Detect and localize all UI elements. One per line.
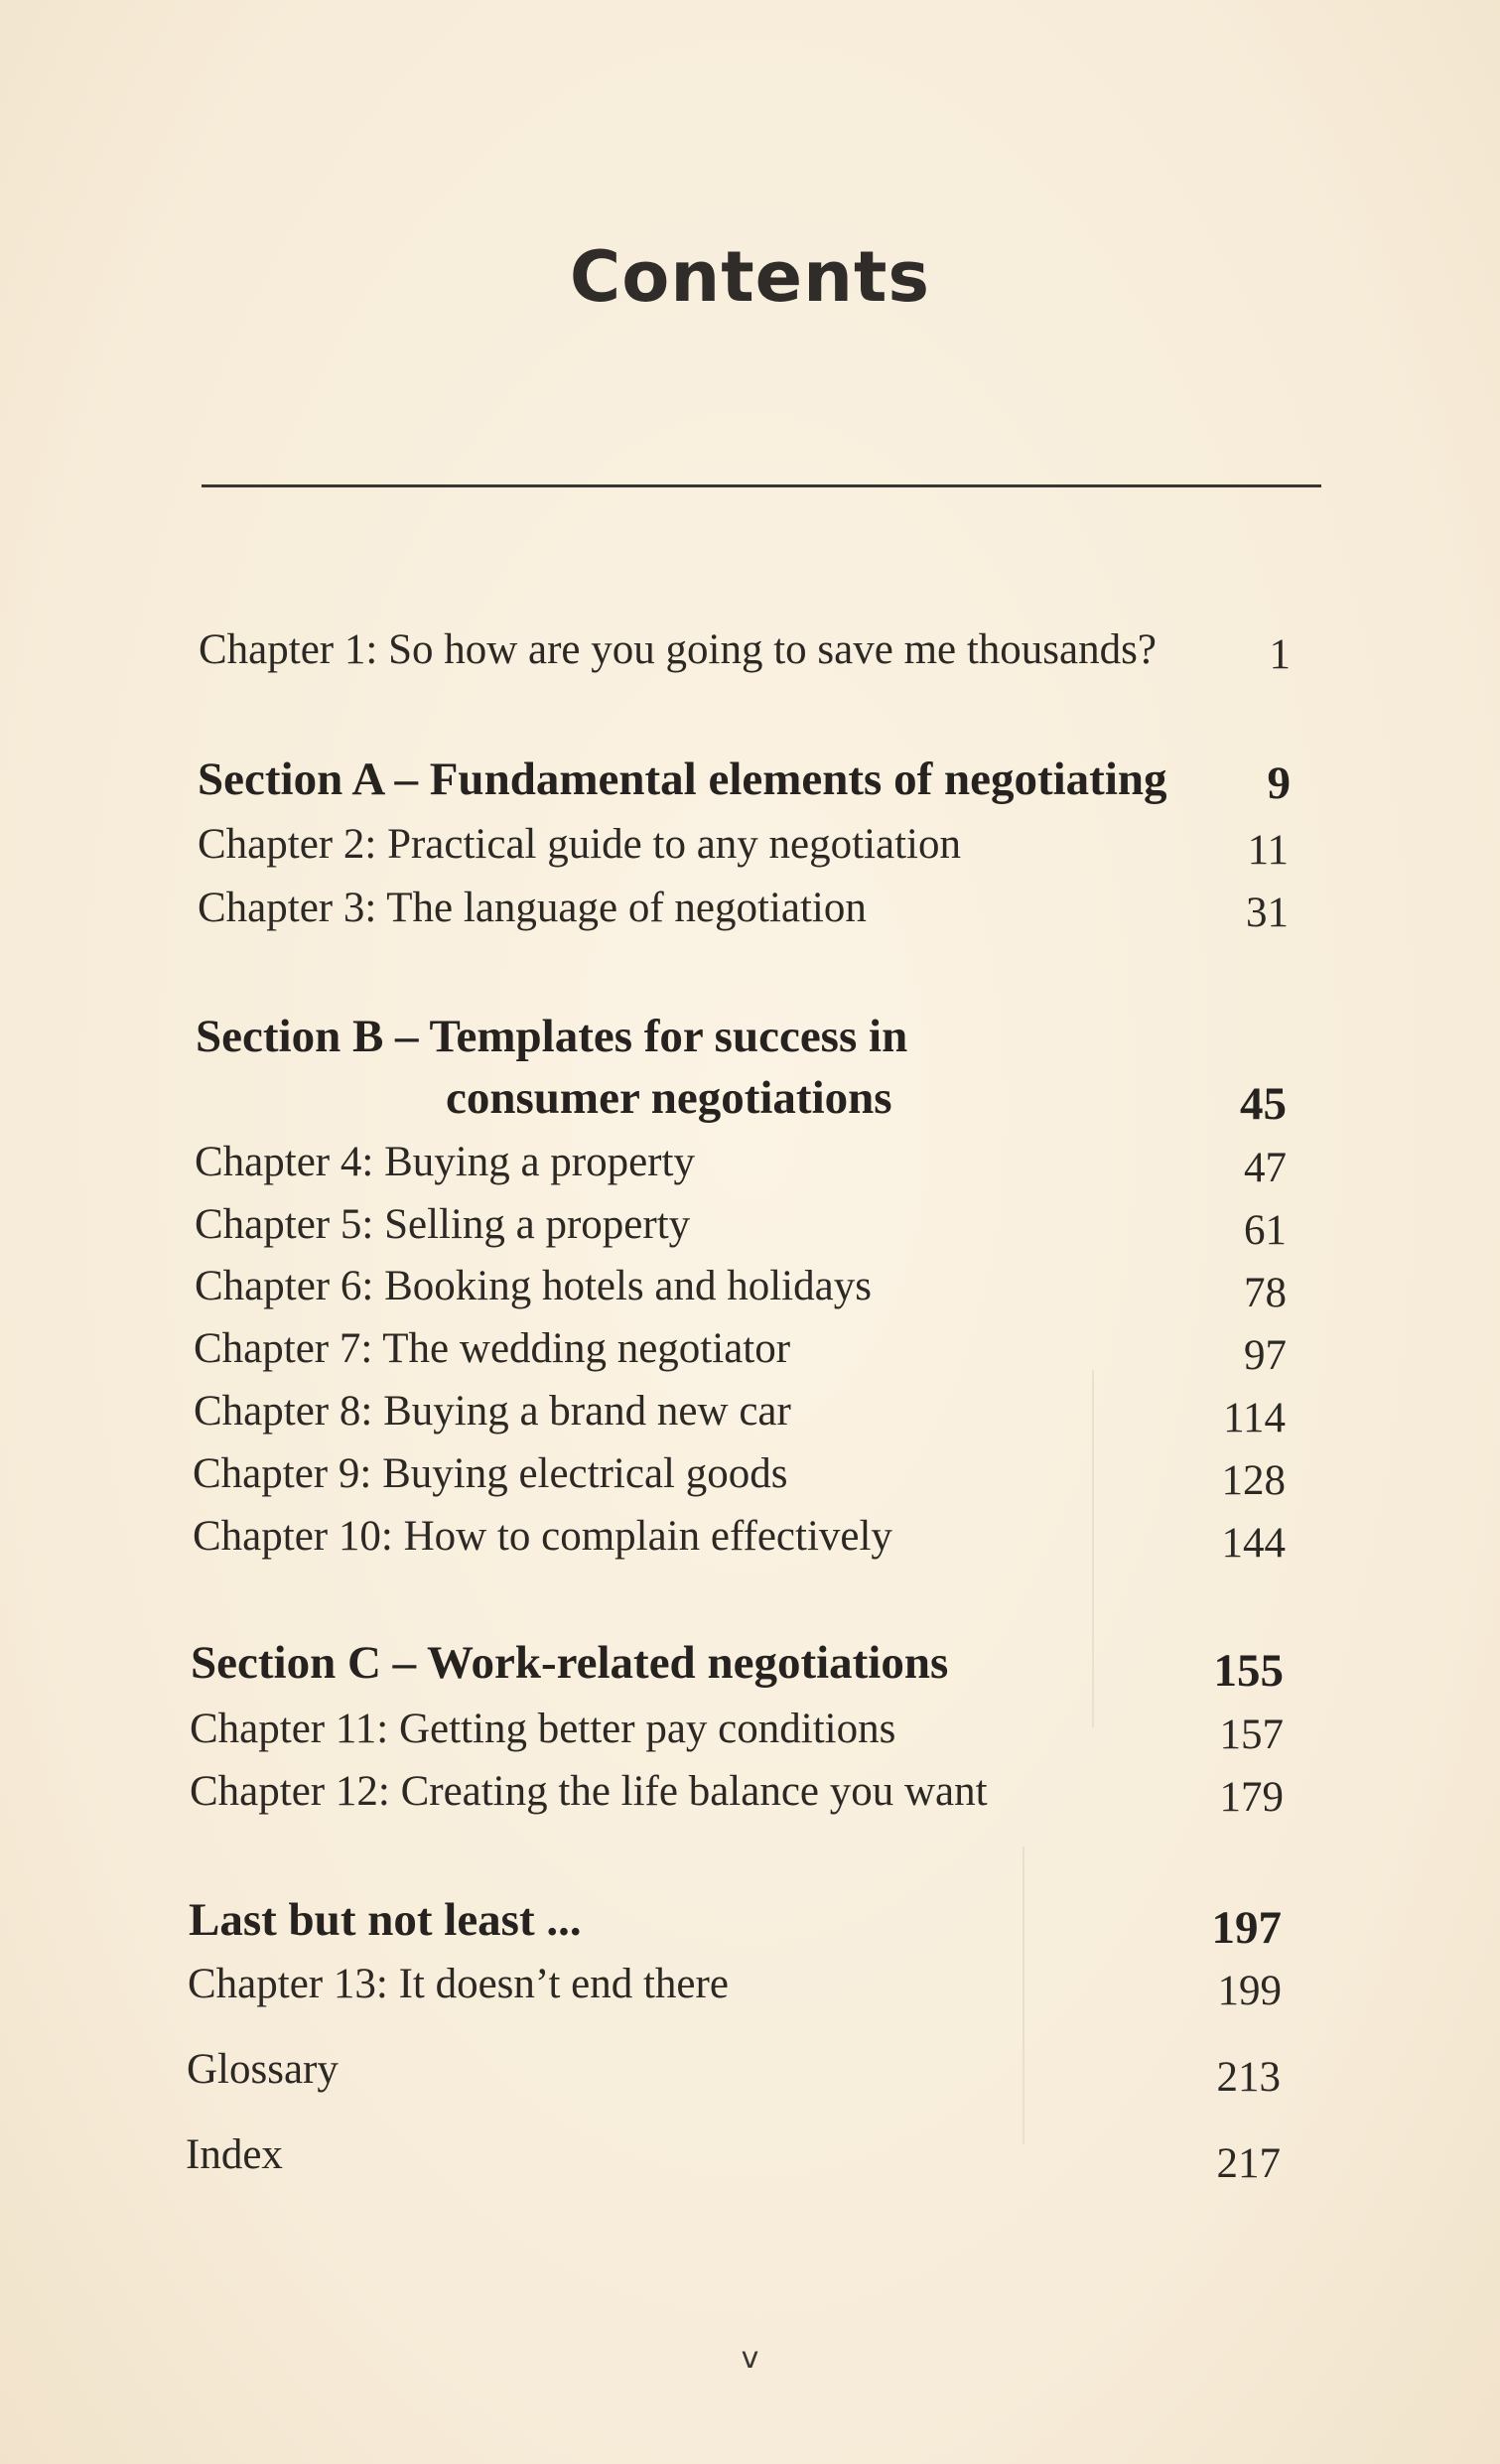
toc-page-chapter-5: 61 — [1244, 1207, 1287, 1254]
toc-entry-chapter-10[interactable]: Chapter 10: How to complain effectively — [193, 1513, 892, 1560]
toc-entry-chapter-13[interactable]: Chapter 13: It doesn’t end there — [188, 1961, 729, 2007]
toc-entry-chapter-6[interactable]: Chapter 6: Booking hotels and holidays — [195, 1263, 872, 1309]
toc-entry-glossary[interactable]: Glossary — [187, 2046, 339, 2093]
toc-page-chapter-3: 31 — [1246, 890, 1289, 936]
toc-page-section-last: 197 — [1211, 1902, 1282, 1954]
toc-page-section-a: 9 — [1267, 757, 1291, 809]
toc-entry-chapter-5[interactable]: Chapter 5: Selling a property — [195, 1201, 691, 1248]
toc-entry-chapter-9[interactable]: Chapter 9: Buying electrical goods — [193, 1450, 788, 1497]
toc-page-chapter-10: 144 — [1221, 1520, 1286, 1567]
toc-page-section-b: 45 — [1240, 1078, 1287, 1130]
toc-page-index: 217 — [1216, 2140, 1281, 2187]
toc-page-chapter-9: 128 — [1221, 1457, 1286, 1504]
toc-entry-chapter-2[interactable]: Chapter 2: Practical guide to any negotiation — [198, 821, 962, 868]
toc-page-chapter-2: 11 — [1247, 827, 1289, 874]
toc-entry-chapter-8[interactable]: Chapter 8: Buying a brand new car — [194, 1388, 791, 1435]
toc-entry-chapter-1[interactable]: Chapter 1: So how are you going to save me thousands? — [199, 626, 1157, 673]
toc-entry-chapter-7[interactable]: Chapter 7: The wedding negotiator — [194, 1325, 791, 1372]
toc-section-b-line2[interactable]: consumer negotiations — [446, 1072, 892, 1124]
toc-page-chapter-11: 157 — [1219, 1711, 1284, 1758]
page-folio: v — [741, 2341, 759, 2376]
toc-entry-chapter-12[interactable]: Chapter 12: Creating the life balance you want — [190, 1768, 988, 1815]
page-title: Contents — [569, 236, 931, 318]
toc-entry-chapter-11[interactable]: Chapter 11: Getting better pay conditions — [190, 1706, 896, 1752]
toc-page-chapter-1: 1 — [1269, 631, 1291, 678]
toc-page-chapter-4: 47 — [1244, 1145, 1287, 1191]
toc-page-chapter-8: 114 — [1223, 1395, 1286, 1441]
toc-page-chapter-6: 78 — [1244, 1270, 1287, 1316]
toc-entry-chapter-3[interactable]: Chapter 3: The language of negotiation — [198, 885, 867, 931]
toc-section-b[interactable]: Section B – Templates for success in — [196, 1011, 908, 1062]
toc-section-c[interactable]: Section C – Work-related negotiations — [191, 1637, 949, 1689]
toc-entry-index[interactable]: Index — [186, 2131, 283, 2178]
toc-entry-chapter-4[interactable]: Chapter 4: Buying a property — [195, 1139, 695, 1185]
toc-page-chapter-7: 97 — [1244, 1332, 1287, 1379]
toc-page-glossary: 213 — [1216, 2054, 1281, 2101]
toc-section-a[interactable]: Section A – Fundamental elements of negotiating — [198, 753, 1167, 805]
toc-section-last[interactable]: Last but not least ... — [189, 1894, 582, 1946]
toc-page-chapter-13: 199 — [1217, 1968, 1282, 2014]
toc-page-section-c: 155 — [1213, 1645, 1284, 1697]
toc-page-chapter-12: 179 — [1219, 1774, 1284, 1821]
